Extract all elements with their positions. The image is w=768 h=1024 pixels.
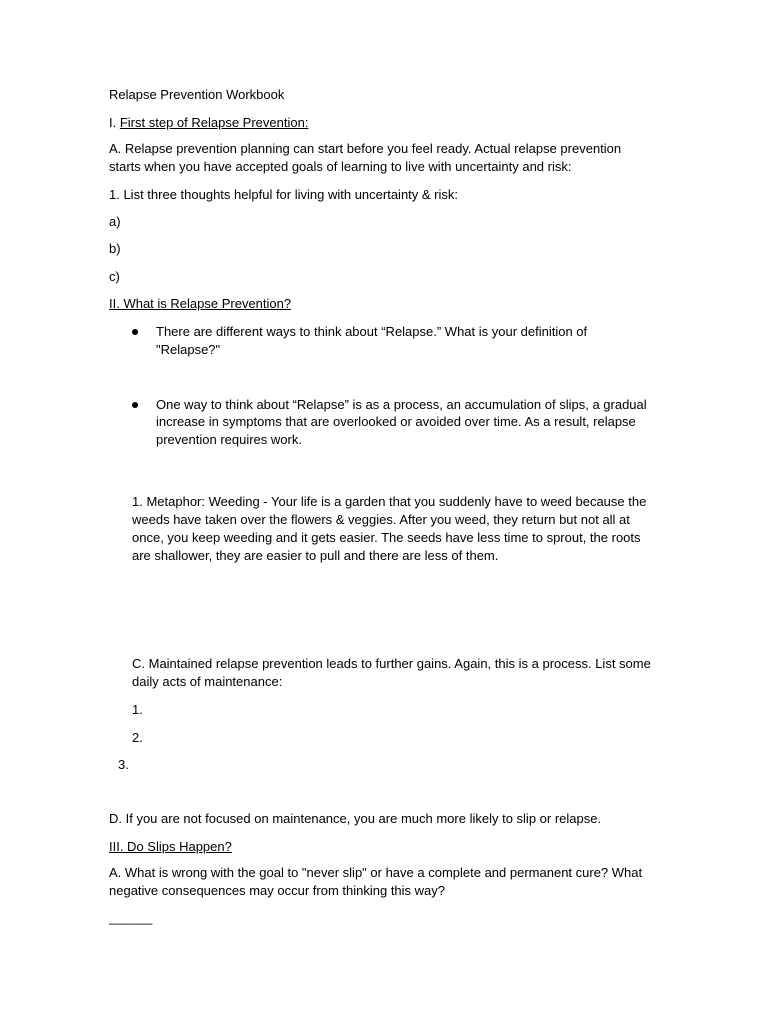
paragraph-c-line-2: daily acts of maintenance: bbox=[132, 674, 283, 689]
metaphor-line-3: once, you keep weeding and it gets easier. The seeds have less time to sprout, the roots bbox=[132, 530, 641, 545]
section-1-heading bbox=[109, 114, 308, 132]
bullet-2-line-3: prevention requires work. bbox=[156, 432, 302, 447]
metaphor-line-4: are shallower, they are easier to pull and there are less of them. bbox=[132, 548, 499, 563]
bullet-icon bbox=[132, 329, 138, 335]
bullet-1-line-2: "Relapse?" bbox=[156, 342, 221, 357]
metaphor-line-1: 1. Metaphor: Weeding - Your life is a garden that you suddenly have to weed because the bbox=[132, 494, 647, 509]
maintenance-item-2: 2. bbox=[132, 730, 143, 745]
answer-label-c: c) bbox=[109, 269, 120, 284]
section-1-paragraph-a-line-1: A. Relapse prevention planning can start before you feel ready. Actual relapse prevention bbox=[109, 141, 622, 156]
bullet-2-line-1: One way to think about “Relapse” is as a process, an accumulation of slips, a gradual bbox=[156, 397, 647, 412]
metaphor-line-2: weeds have taken over the flowers & veggies. After you weed, they return but not all at bbox=[132, 512, 630, 527]
section-3-paragraph-a-line-1: A. What is wrong with the goal to "never slip" or have a complete and permanent cure? What bbox=[109, 865, 643, 880]
paragraph-c-line-1: C. Maintained relapse prevention leads to further gains. Again, this is a process. List some bbox=[132, 656, 651, 671]
section-2-heading: II. What is Relapse Prevention? bbox=[109, 296, 292, 311]
paragraph-d: D. If you are not focused on maintenance, you are much more likely to slip or relapse. bbox=[109, 811, 602, 826]
maintenance-item-1: 1. bbox=[132, 702, 143, 717]
section-3-heading: III. Do Slips Happen? bbox=[109, 839, 232, 854]
section-3-paragraph-a-line-2: negative consequences may occur from thinking this way? bbox=[109, 883, 446, 898]
document-title: Relapse Prevention Workbook bbox=[109, 87, 285, 102]
answer-blank-line: ______ bbox=[109, 910, 153, 925]
bullet-1-line-1: There are different ways to think about “Relapse.” What is your definition of bbox=[156, 324, 588, 339]
section-1-question-1: 1. List three thoughts helpful for living with uncertainty & risk: bbox=[109, 187, 459, 202]
bullet-2-line-2: increase in symptoms that are overlooked or avoided over time. As a result, relapse bbox=[156, 414, 636, 429]
answer-label-a: a) bbox=[109, 214, 121, 229]
section-1-heading-number: I. bbox=[109, 115, 120, 130]
section-1-paragraph-a-line-2: starts when you have accepted goals of learning to live with uncertainty and risk: bbox=[109, 159, 572, 174]
maintenance-item-3: 3. bbox=[118, 757, 129, 772]
answer-label-b: b) bbox=[109, 241, 121, 256]
bullet-icon bbox=[132, 402, 138, 408]
section-1-heading-text: First step of Relapse Prevention: bbox=[119, 115, 309, 130]
